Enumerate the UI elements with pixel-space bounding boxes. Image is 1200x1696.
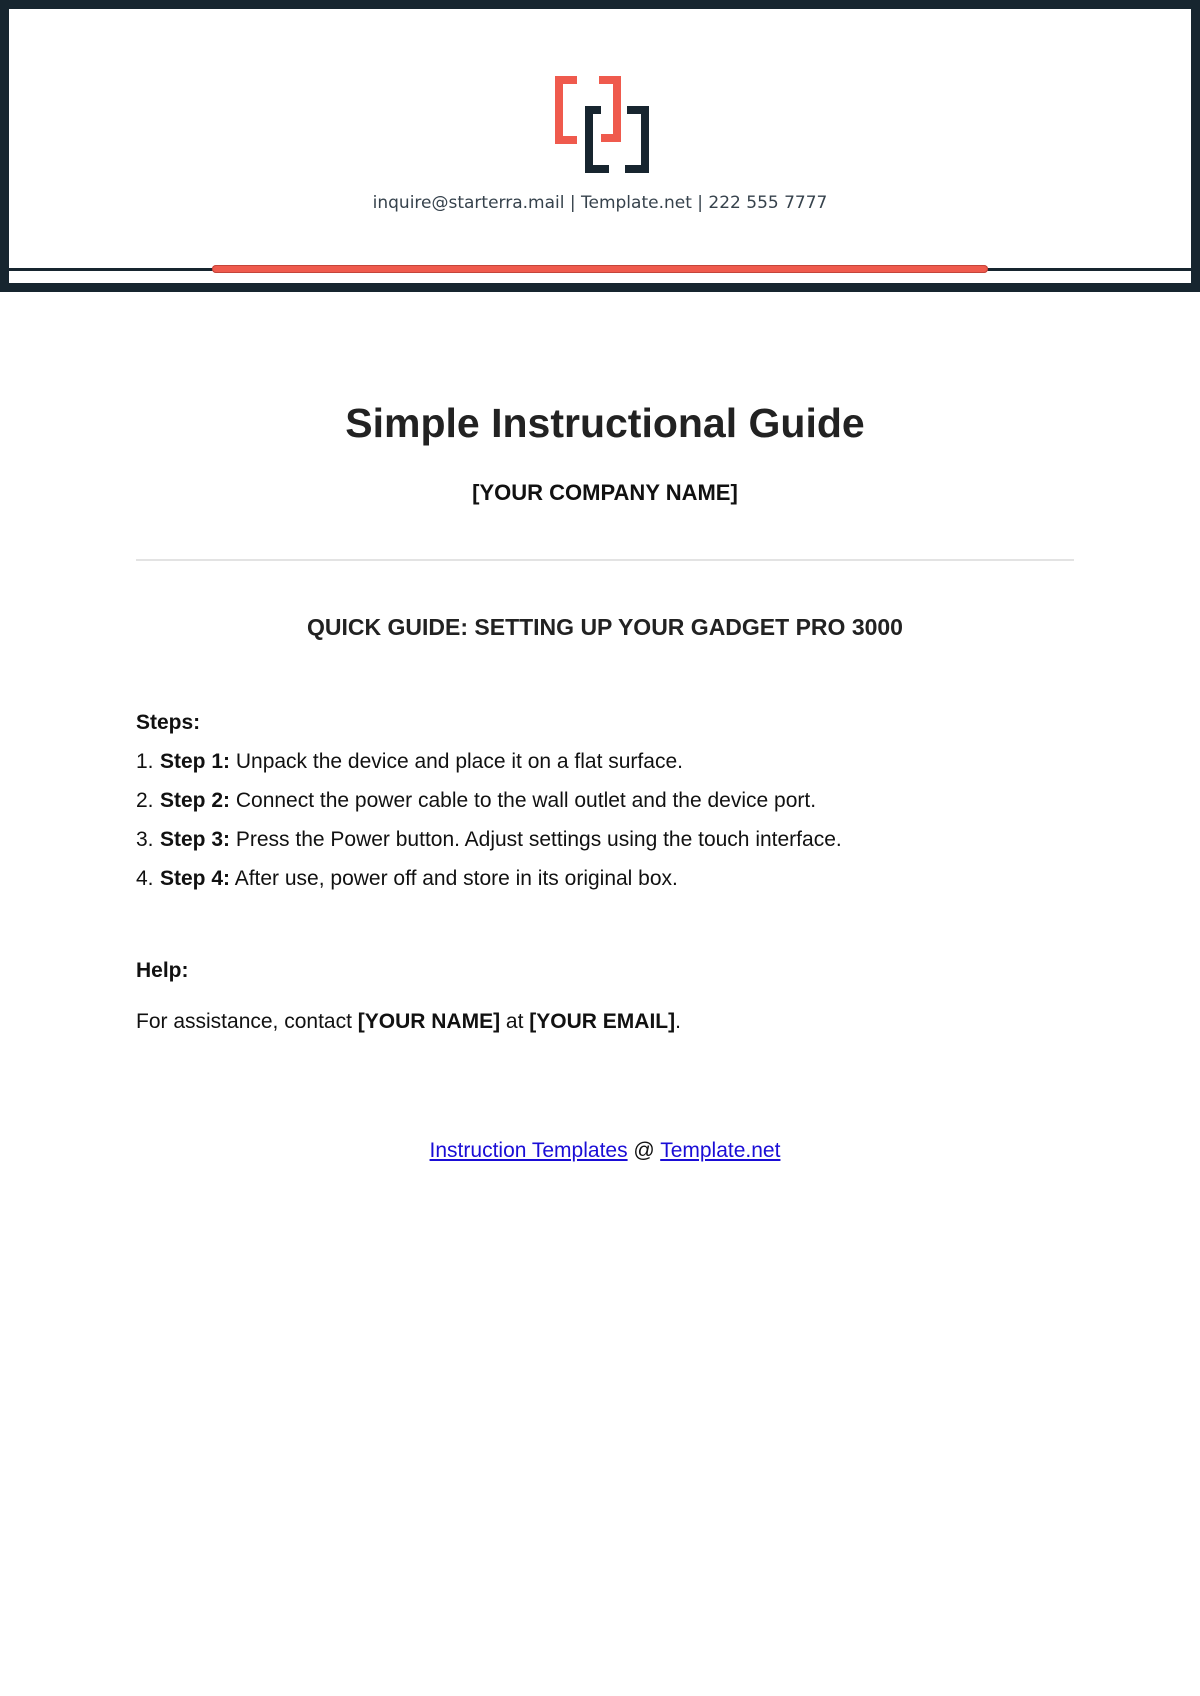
help-label: Help: [136, 959, 189, 982]
steps-list [136, 749, 1096, 905]
step-name: Step 3: [160, 828, 231, 851]
footer-links [0, 1139, 1200, 1163]
help-prefix: For assistance, contact [136, 1010, 358, 1033]
help-text [136, 1010, 681, 1034]
document-header [0, 0, 1200, 292]
help-suffix: . [675, 1010, 681, 1033]
step-text: Unpack the device and place it on a flat surface. [230, 750, 683, 773]
step-name: Step 1: [160, 750, 231, 773]
step-name: Step 4: [160, 867, 231, 890]
step-number: 3. [136, 828, 154, 851]
step-number: 2. [136, 789, 154, 812]
help-name-placeholder: [YOUR NAME] [357, 1010, 501, 1033]
step-item-1 [136, 749, 1096, 788]
step-number: 4. [136, 867, 154, 890]
instruction-templates-link[interactable]: Instruction Templates [429, 1139, 628, 1162]
steps-label: Steps: [136, 711, 201, 734]
header-accent-bar [212, 265, 988, 273]
company-name: [YOUR COMPANY NAME] [472, 480, 738, 505]
step-text: Press the Power button. Adjust settings using the touch interface. [230, 828, 842, 851]
step-item-4 [136, 866, 1096, 905]
help-email-placeholder: [YOUR EMAIL] [529, 1010, 676, 1033]
step-item-3 [136, 827, 1096, 866]
step-text: Connect the power cable to the wall outlet and the device port. [230, 789, 817, 812]
step-number: 1. [136, 750, 154, 773]
header-contact-line: inquire@starterra.mail | Template.net | 222 555 7777 [372, 193, 828, 213]
footer-separator: @ [627, 1139, 661, 1162]
document-title: Simple Instructional Guide [345, 400, 865, 446]
help-middle: at [500, 1010, 530, 1033]
section-divider [136, 559, 1074, 561]
template-net-link[interactable]: Template.net [660, 1139, 781, 1162]
step-item-2 [136, 788, 1096, 827]
step-name: Step 2: [160, 789, 231, 812]
step-text: After use, power off and store in its original box. [230, 867, 678, 890]
quick-guide-heading: QUICK GUIDE: SETTING UP YOUR GADGET PRO 3000 [307, 614, 903, 640]
bracket-logo-icon [555, 76, 655, 176]
